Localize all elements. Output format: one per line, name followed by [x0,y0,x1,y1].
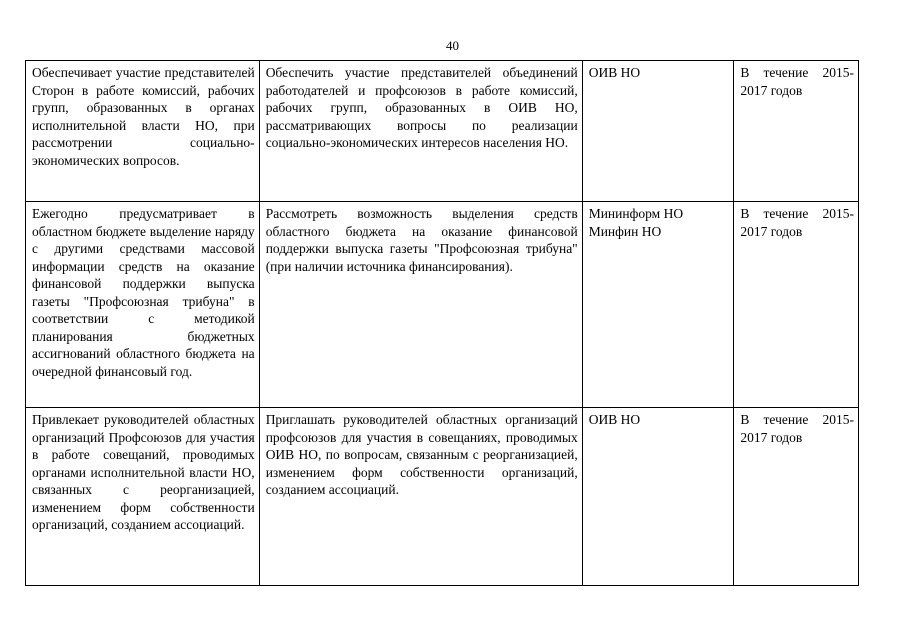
term-cell: В течение 2015-2017 годов [734,202,859,408]
executor-name: Минфин НО [588,223,662,239]
measure-cell: Обеспечить участие представителей объединений работодателей и профсоюзов в работе комиссий, рабочих групп, образованных в ОИВ НО, рассматривающих вопросы по реализации социально-экономических интересов населения НО. [259,61,582,202]
measure-cell: Приглашать руководителей областных организаций профсоюзов для участия в совещаниях, проводимых ОИВ НО, по вопросам, связанным с реорганизацией, изменением форм собственности организаций, созданием ассоциаций. [259,408,582,586]
executor-cell [582,202,734,408]
table-row [26,408,859,586]
obligations-table [25,60,859,586]
table-row [26,61,859,202]
measure-cell: Рассмотреть возможность выделения средств областного бюджета на оказание финансовой поддержки выпуска газеты "Профсоюзная трибуна" (при наличии источника финансирования). [259,202,582,408]
obligation-cell: Ежегодно предусматривает в областном бюджете выделение наряду с другими средствами массовой информации средств на оказание финансовой поддержки выпуска газеты "Профсоюзная трибуна" в соответствии с методикой планирования бюджетных ассигнований областного бюджета на очередной финансовый год. [26,202,260,408]
executor-name: Мининформ НО [588,206,684,221]
executor-name: ОИВ НО [588,65,641,80]
executor-cell [582,61,734,202]
obligation-cell: Привлекает руководителей областных организаций Профсоюзов для участия в работе совещаний, проводимых органами исполнительной власти НО, связанных с реорганизацией, изменением форм собственности организаций, созданием ассоциаций. [26,408,260,586]
table-row [26,202,859,408]
executor-cell [582,408,734,586]
executor-name: ОИВ НО [588,412,641,427]
page-number: 40 [446,38,459,53]
term-cell: В течение 2015-2017 годов [734,61,859,202]
obligation-cell: Обеспечивает участие представителей Сторон в работе комиссий, рабочих групп, образованных в органах исполнительной власти НО, при рассмотрении социально-экономических вопросов. [26,61,260,202]
term-cell: В течение 2015-2017 годов [734,408,859,586]
